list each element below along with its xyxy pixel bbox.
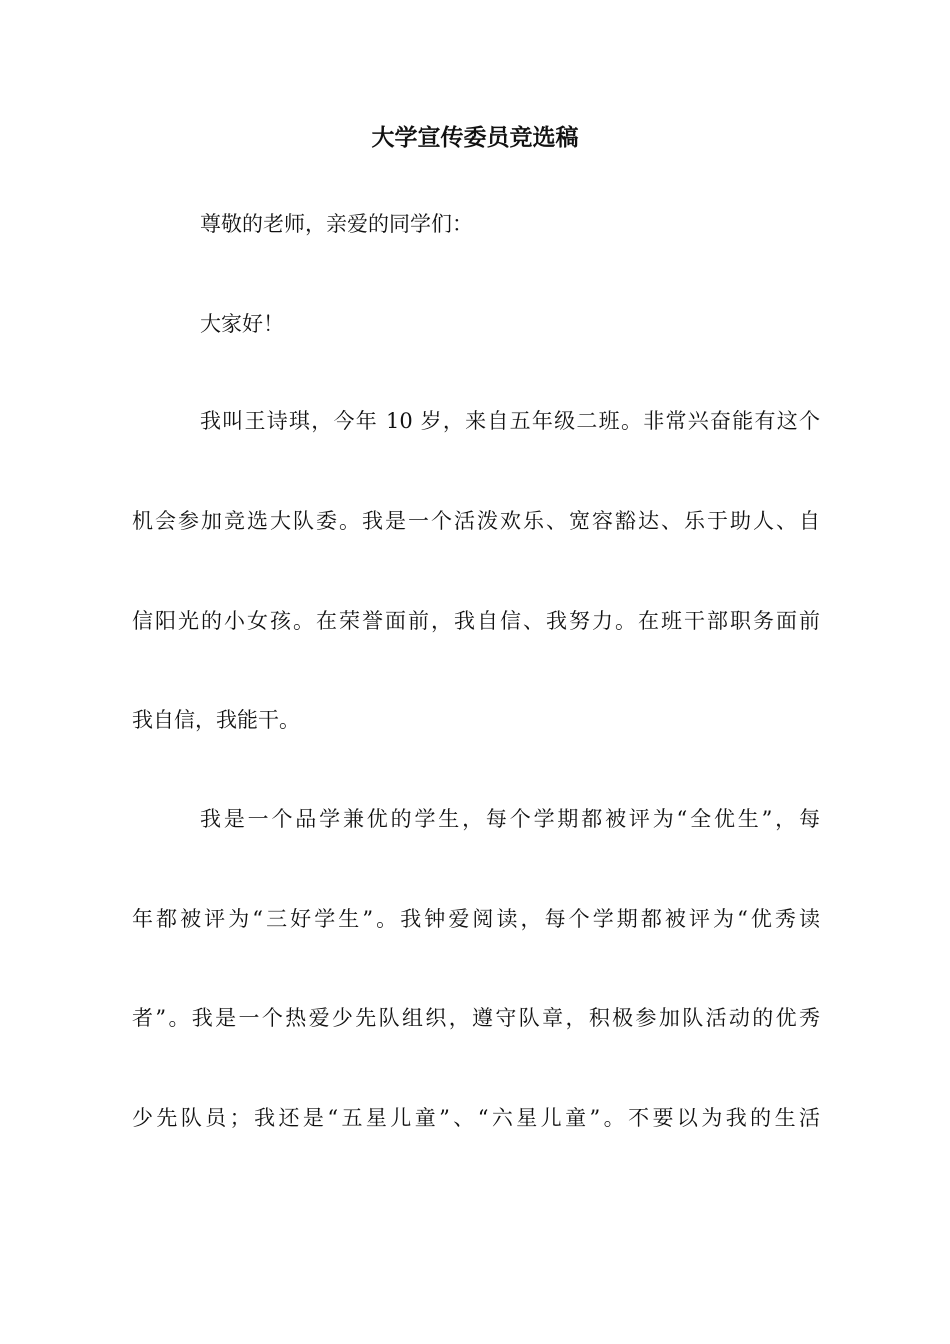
paragraph2-line: 我是一个品学兼优的学生，每个学期都被评为“全优生”，每 [200, 807, 820, 831]
paragraph1-line: 机会参加竞选大队委。我是一个活泼欢乐、宽容豁达、乐于助人、自 [132, 509, 820, 533]
salutation-line: 尊敬的老师，亲爱的同学们： [200, 212, 473, 236]
greeting-line: 大家好！ [200, 312, 284, 336]
paragraph2-line: 者”。我是一个热爱少先队组织，遵守队章，积极参加队活动的优秀 [132, 1006, 820, 1030]
paragraph2-line: 少先队员；我还是“五星儿童”、“六星儿童”。不要以为我的生活 [132, 1106, 820, 1130]
paragraph2-line: 年都被评为“三好学生”。我钟爱阅读，每个学期都被评为“优秀读 [132, 907, 820, 931]
paragraph1-line: 我叫王诗琪，今年 10 岁，来自五年级二班。非常兴奋能有这个 [200, 409, 820, 433]
document-title: 大学宣传委员竞选稿 [371, 125, 579, 151]
paragraph1-line: 信阳光的小女孩。在荣誉面前，我自信、我努力。在班干部职务面前 [132, 609, 820, 633]
paragraph1-line: 我自信，我能干。 [132, 708, 300, 732]
